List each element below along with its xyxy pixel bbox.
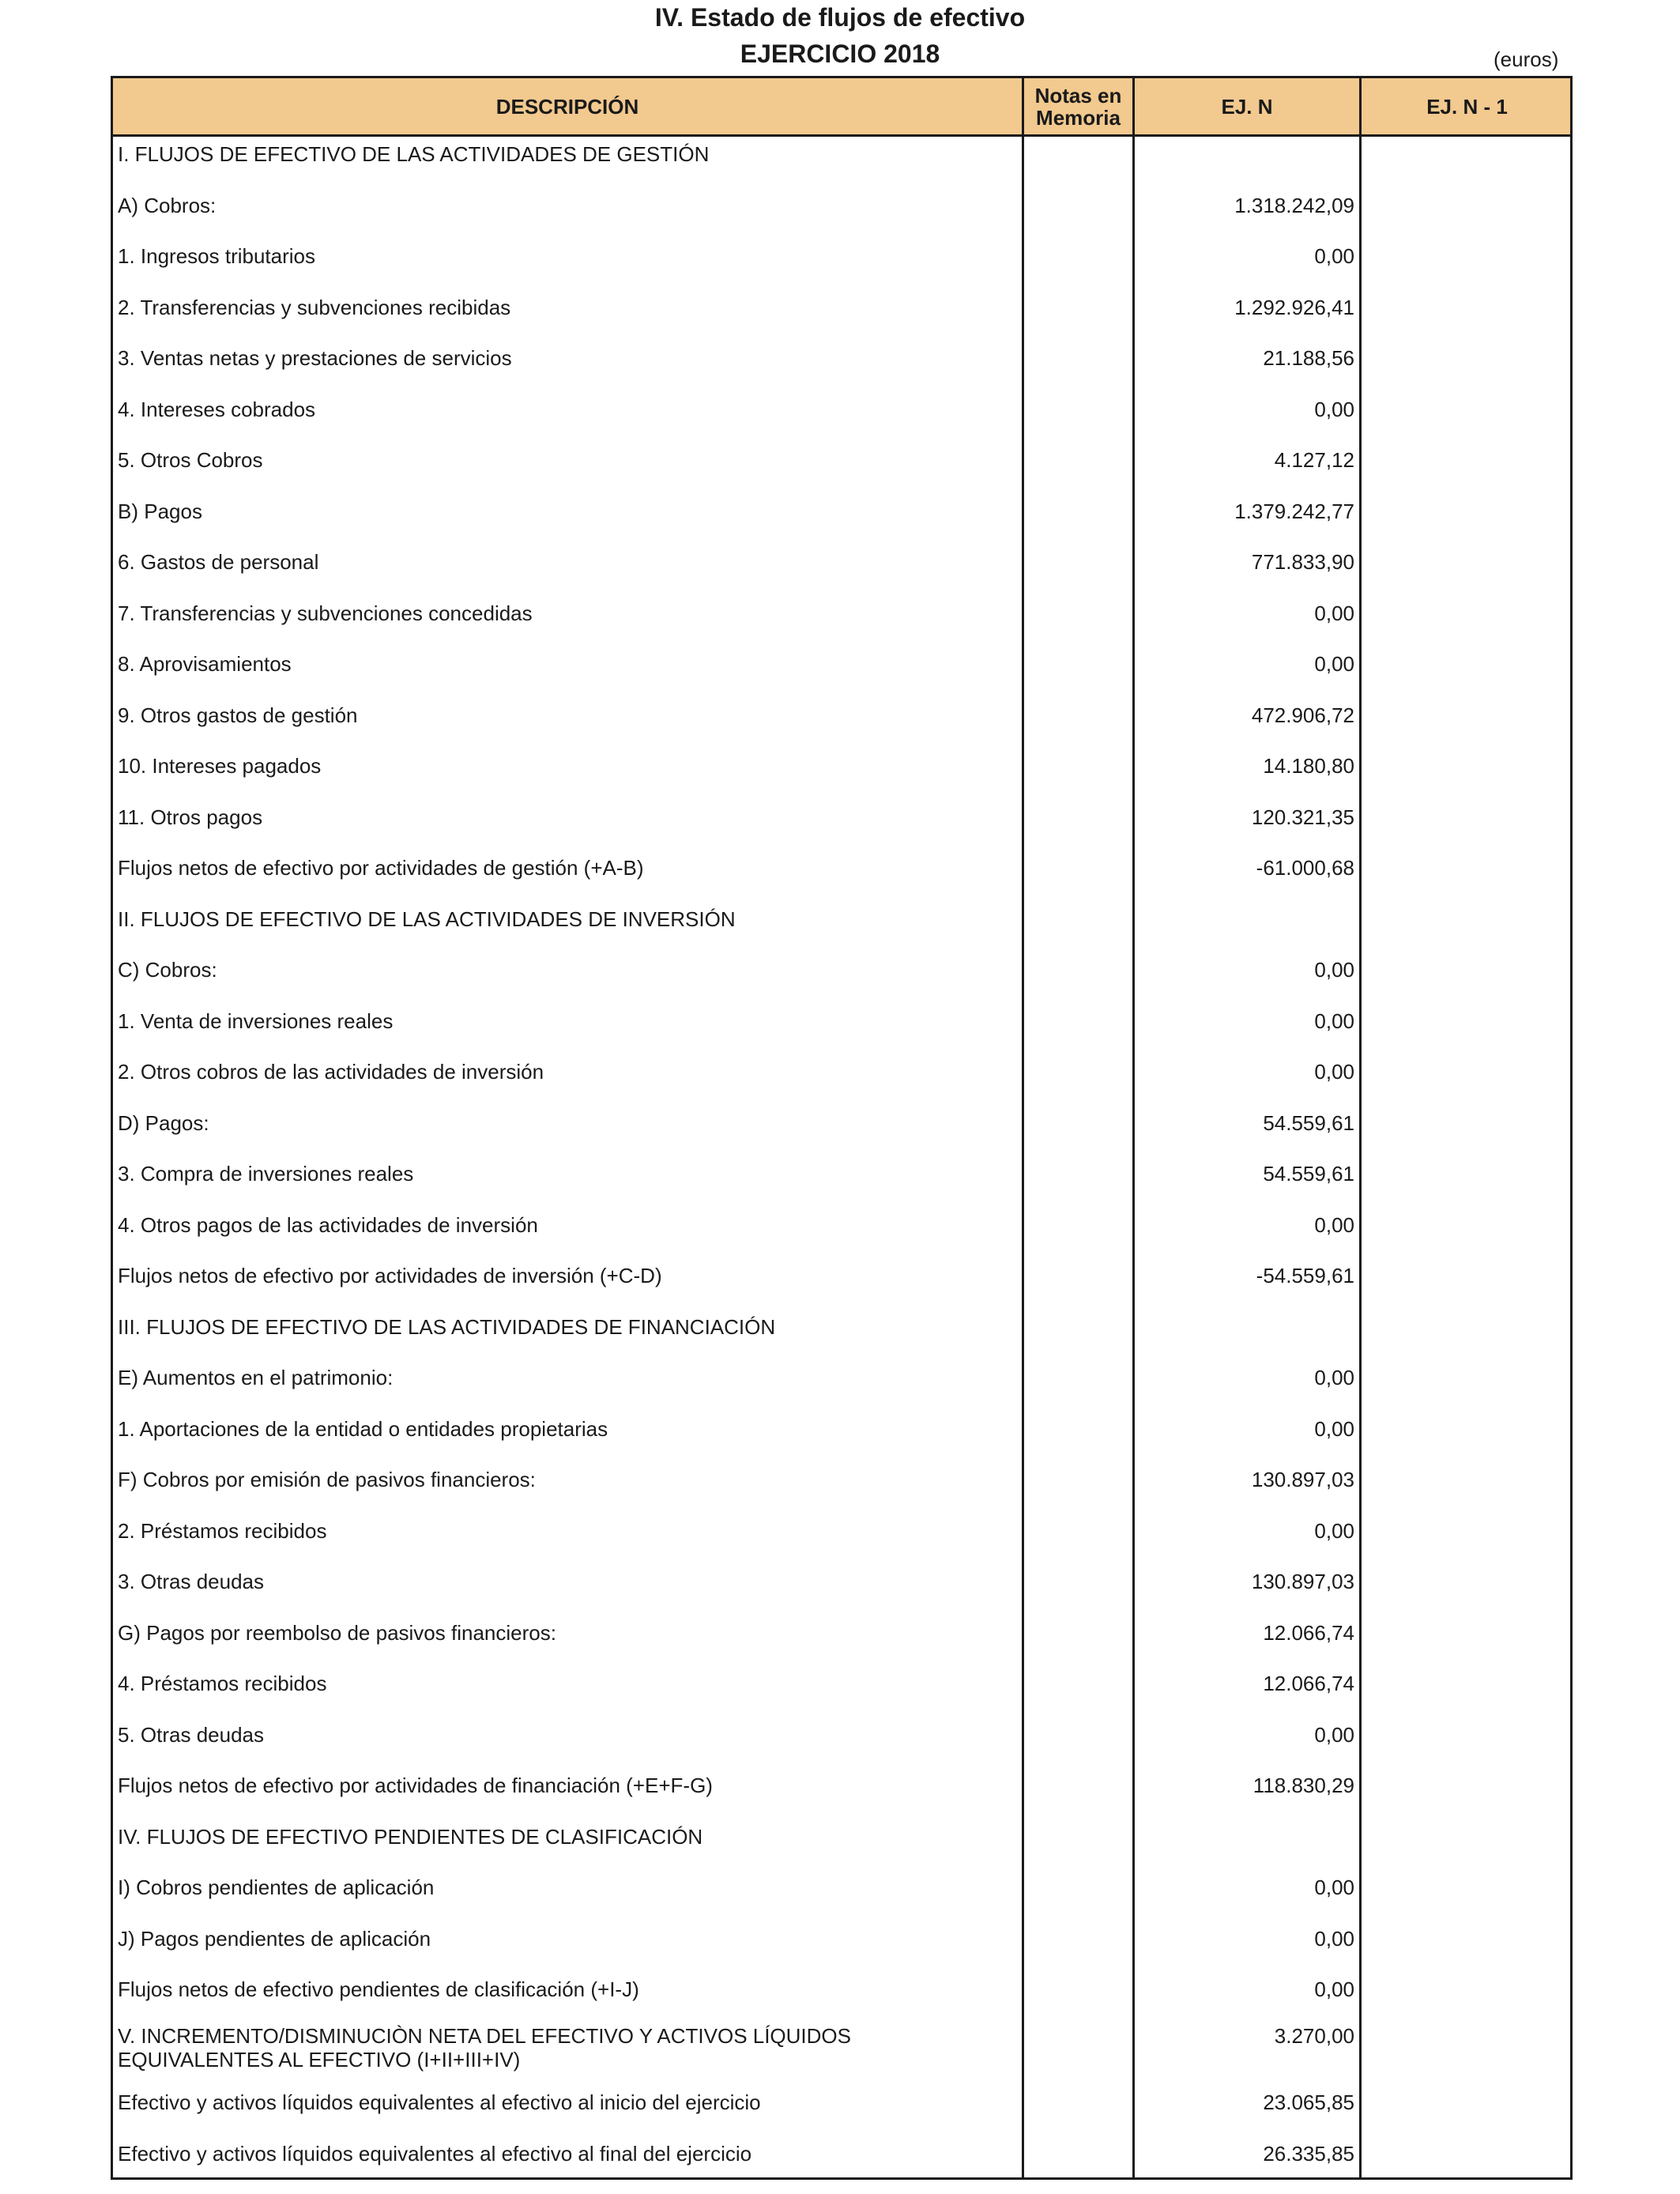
header-notes: Notas en Memoria: [1034, 83, 1122, 130]
row-description: Flujos netos de efectivo por actividades de inversión (+C-D): [118, 1264, 662, 1287]
row-description: III. FLUJOS DE EFECTIVO DE LAS ACTIVIDADES DE FINANCIACIÓN: [118, 1314, 776, 1339]
units-label: (euros): [1494, 47, 1559, 71]
row-amount-ej-n: 472.906,72: [1251, 703, 1354, 727]
row-description: 7. Transferencias y subvenciones concedidas: [118, 601, 533, 625]
row-description: A) Cobros:: [118, 193, 217, 217]
row-amount-ej-n: 0,00: [1314, 1926, 1354, 1951]
row-amount-ej-n: 26.335,85: [1263, 2141, 1354, 2166]
row-description: 6. Gastos de personal: [118, 550, 319, 574]
cash-flow-table: [111, 76, 1573, 2180]
row-description: D) Pagos:: [118, 1110, 209, 1135]
row-amount-ej-n: 54.559,61: [1263, 1162, 1354, 1186]
row-amount-ej-n: 0,00: [1314, 1722, 1354, 1747]
row-description: II. FLUJOS DE EFECTIVO DE LAS ACTIVIDADES DE INVERSIÓN: [118, 907, 736, 931]
row-description: I. FLUJOS DE EFECTIVO DE LAS ACTIVIDADES DE GESTIÓN: [118, 142, 710, 166]
row-description: 2. Transferencias y subvenciones recibidas: [118, 295, 511, 319]
row-amount-ej-n: 0,00: [1314, 397, 1354, 421]
row-description: V. INCREMENTO/DISMINUCIÒN NETA DEL EFECTIVO Y ACTIVOS LÍQUIDOS EQUIVALENTES AL EFECTIVO (I+II+III+IV): [118, 2023, 852, 2071]
row-description: 1. Aportaciones de la entidad o entidades propietarias: [118, 1416, 608, 1441]
header-ej-n: EJ. N: [1221, 94, 1273, 119]
row-amount-ej-n: 1.292.926,41: [1234, 295, 1354, 319]
row-amount-ej-n: 1.318.242,09: [1234, 193, 1354, 217]
row-description: G) Pagos por reembolso de pasivos financieros:: [118, 1620, 556, 1645]
row-description: B) Pagos: [118, 499, 202, 523]
row-description: 4. Intereses cobrados: [118, 397, 316, 421]
row-description: 11. Otros pagos: [118, 805, 263, 829]
row-description: 5. Otras deudas: [118, 1722, 264, 1747]
page-title: IV. Estado de flujos de efectivo: [654, 3, 1026, 32]
row-amount-ej-n: 4.127,12: [1274, 448, 1354, 472]
row-amount-ej-n: 0,00: [1314, 958, 1354, 982]
row-description: I) Cobros pendientes de aplicación: [118, 1875, 435, 1899]
row-description: F) Cobros por emisión de pasivos financieros:: [118, 1468, 536, 1491]
row-description: 1. Ingresos tributarios: [118, 244, 316, 268]
row-description: 8. Aprovisamientos: [118, 652, 292, 676]
row-description: 1. Venta de inversiones reales: [118, 1008, 394, 1033]
row-amount-ej-n: 0,00: [1314, 601, 1354, 625]
row-amount-ej-n: 0,00: [1314, 1416, 1354, 1441]
row-description: Efectivo y activos líquidos equivalentes al efectivo al inicio del ejercicio: [118, 2090, 761, 2114]
row-amount-ej-n: 12.066,74: [1263, 1672, 1354, 1695]
row-description: IV. FLUJOS DE EFECTIVO PENDIENTES DE CLASIFICACIÓN: [118, 1824, 703, 1849]
header-description: DESCRIPCIÓN: [495, 94, 639, 119]
page-subtitle: EJERCICIO 2018: [740, 40, 940, 68]
row-amount-ej-n: 3.270,00: [1274, 2023, 1354, 2048]
row-amount-ej-n: -54.559,61: [1256, 1264, 1354, 1287]
column-divider: [1022, 78, 1024, 2177]
row-description: 2. Préstamos recibidos: [118, 1518, 327, 1543]
row-description: Flujos netos de efectivo pendientes de clasificación (+I-J): [118, 1977, 639, 2001]
row-description: 4. Otros pagos de las actividades de inversión: [118, 1212, 538, 1237]
row-description: Flujos netos de efectivo por actividades de gestión (+A-B): [118, 856, 644, 880]
column-divider: [1359, 78, 1362, 2177]
row-amount-ej-n: 130.897,03: [1251, 1570, 1354, 1593]
row-amount-ej-n: 21.188,56: [1263, 346, 1354, 370]
row-amount-ej-n: 23.065,85: [1263, 2090, 1354, 2114]
row-description: 5. Otros Cobros: [118, 448, 263, 472]
row-amount-ej-n: 0,00: [1314, 1212, 1354, 1237]
row-amount-ej-n: 0,00: [1314, 1366, 1354, 1389]
table-header: [113, 78, 1570, 137]
row-description: C) Cobros:: [118, 958, 217, 982]
row-description: 3. Ventas netas y prestaciones de servicios: [118, 346, 512, 370]
row-amount-ej-n: 0,00: [1314, 1518, 1354, 1543]
row-description: Flujos netos de efectivo por actividades de financiación (+E+F-G): [118, 1774, 713, 1797]
row-amount-ej-n: 0,00: [1314, 1060, 1354, 1084]
row-description: Efectivo y activos líquidos equivalentes al efectivo al final del ejercicio: [118, 2141, 752, 2166]
row-description: 3. Otras deudas: [118, 1570, 264, 1593]
row-amount-ej-n: 0,00: [1314, 1875, 1354, 1899]
row-description: 9. Otros gastos de gestión: [118, 703, 358, 727]
row-amount-ej-n: 120.321,35: [1251, 805, 1354, 829]
row-description: 3. Compra de inversiones reales: [118, 1162, 414, 1186]
row-description: E) Aumentos en el patrimonio:: [118, 1366, 394, 1389]
row-amount-ej-n: 12.066,74: [1263, 1620, 1354, 1645]
row-amount-ej-n: 130.897,03: [1251, 1468, 1354, 1491]
row-amount-ej-n: 118.830,29: [1252, 1774, 1354, 1797]
row-amount-ej-n: 54.559,61: [1263, 1110, 1354, 1135]
row-amount-ej-n: 14.180,80: [1263, 754, 1354, 778]
row-amount-ej-n: -61.000,68: [1256, 856, 1354, 880]
row-description: 2. Otros cobros de las actividades de inversión: [118, 1060, 544, 1084]
row-amount-ej-n: 0,00: [1314, 1008, 1354, 1033]
row-description: 10. Intereses pagados: [118, 754, 322, 778]
header-ej-n1: EJ. N - 1: [1426, 94, 1508, 119]
row-amount-ej-n: 0,00: [1314, 652, 1354, 676]
row-amount-ej-n: 0,00: [1314, 244, 1354, 268]
row-amount-ej-n: 0,00: [1314, 1977, 1354, 2001]
row-description: 4. Préstamos recibidos: [118, 1672, 327, 1695]
row-amount-ej-n: 1.379.242,77: [1234, 499, 1354, 523]
row-amount-ej-n: 771.833,90: [1251, 550, 1354, 574]
row-description: J) Pagos pendientes de aplicación: [118, 1926, 431, 1951]
